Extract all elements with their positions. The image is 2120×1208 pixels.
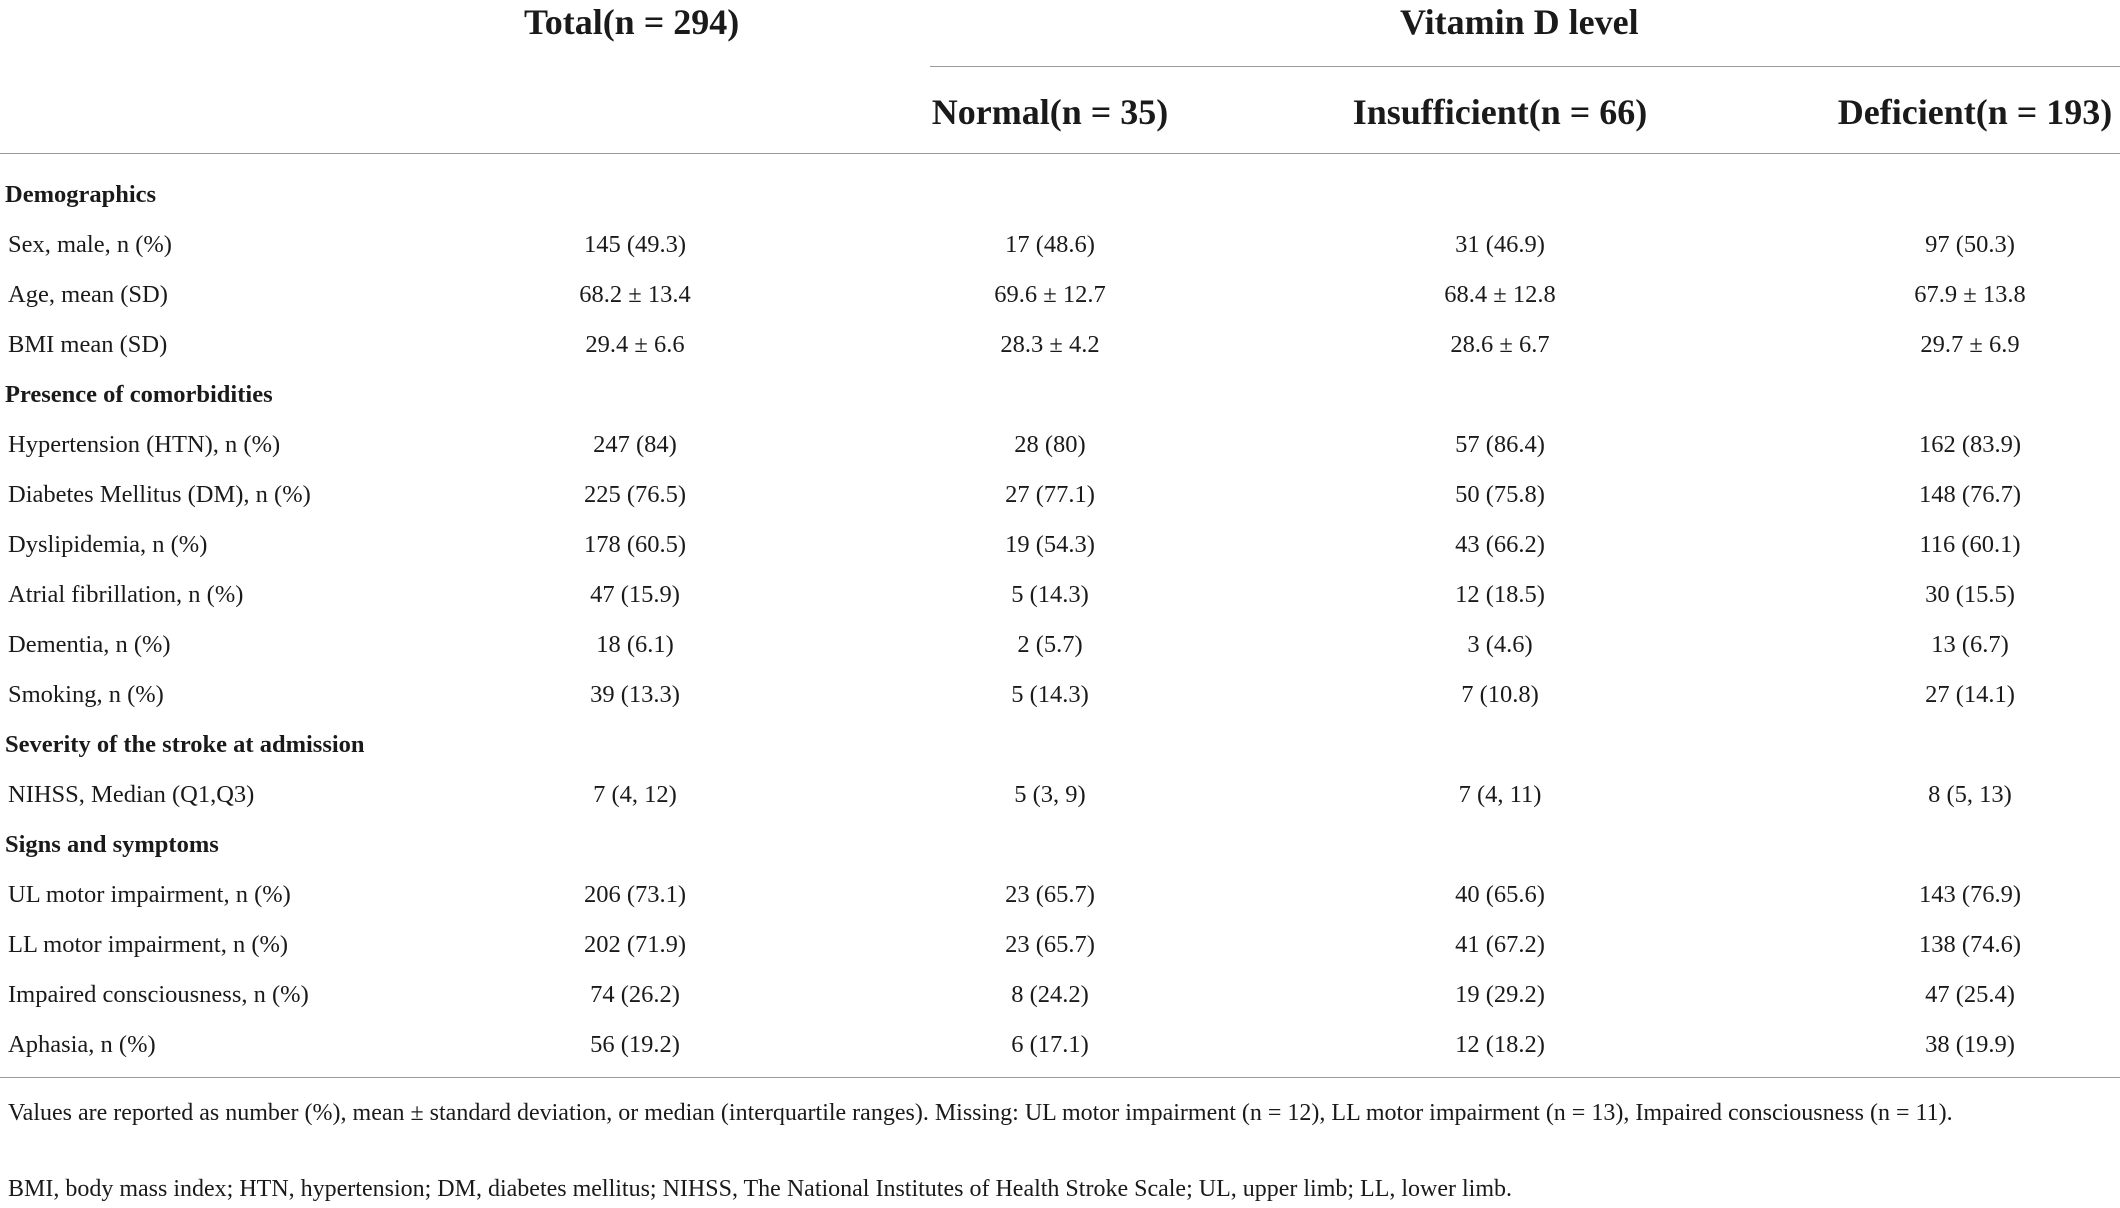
cell-total: 206 (73.1) [583, 881, 687, 908]
cell-deficient: 29.7 ± 6.9 [1920, 331, 2020, 358]
row-label: Sex, male, n (%) [8, 231, 172, 258]
cell-total: 225 (76.5) [583, 481, 687, 508]
cell-total: 18 (6.1) [596, 631, 674, 658]
row-label: Smoking, n (%) [8, 681, 164, 708]
cell-insufficient: 31 (46.9) [1455, 231, 1545, 258]
table-row [0, 770, 2120, 820]
table-row [0, 270, 2120, 320]
cell-deficient: 148 (76.7) [1918, 481, 2022, 508]
section-header-row [0, 820, 2120, 870]
cell-deficient: 67.9 ± 13.8 [1914, 281, 2026, 308]
cell-normal: 8 (24.2) [1011, 981, 1089, 1008]
row-label: Age, mean (SD) [8, 281, 168, 308]
cell-deficient: 38 (19.9) [1925, 1031, 2015, 1058]
cell-insufficient: 12 (18.5) [1455, 581, 1545, 608]
cell-normal: 69.6 ± 12.7 [994, 281, 1106, 308]
table-row [0, 620, 2120, 670]
cell-insufficient: 68.4 ± 12.8 [1444, 281, 1556, 308]
cell-total: 145 (49.3) [583, 231, 687, 258]
cell-deficient: 47 (25.4) [1925, 981, 2015, 1008]
cell-total: 202 (71.9) [583, 931, 687, 958]
cell-insufficient: 57 (86.4) [1455, 431, 1545, 458]
row-label: Hypertension (HTN), n (%) [8, 431, 281, 458]
cell-normal: 27 (77.1) [1005, 481, 1095, 508]
cell-insufficient: 3 (4.6) [1467, 631, 1533, 658]
header-total: Total(n = 294) [524, 2, 740, 42]
cell-deficient: 13 (6.7) [1931, 631, 2009, 658]
header-vitamin-d-level: Vitamin D level [1400, 2, 1639, 42]
cell-deficient: 138 (74.6) [1918, 931, 2022, 958]
row-label: Diabetes Mellitus (DM), n (%) [8, 481, 311, 508]
table-row [0, 870, 2120, 920]
cell-total: 74 (26.2) [590, 981, 680, 1008]
cell-insufficient: 7 (10.8) [1461, 681, 1539, 708]
row-label: NIHSS, Median (Q1,Q3) [8, 781, 255, 808]
header-deficient: Deficient(n = 193) [1837, 92, 2113, 132]
cell-deficient: 30 (15.5) [1925, 581, 2015, 608]
row-label: Demographics [5, 181, 157, 208]
cell-normal: 23 (65.7) [1005, 881, 1095, 908]
cell-deficient: 143 (76.9) [1918, 881, 2022, 908]
table-row [0, 420, 2120, 470]
cell-insufficient: 12 (18.2) [1455, 1031, 1545, 1058]
table-body [0, 170, 2120, 1070]
row-label: Severity of the stroke at admission [5, 731, 365, 758]
header-insufficient: Insufficient(n = 66) [1352, 92, 1648, 132]
table-row [0, 570, 2120, 620]
table-row [0, 1020, 2120, 1070]
cell-deficient: 162 (83.9) [1918, 431, 2022, 458]
cell-normal: 2 (5.7) [1017, 631, 1083, 658]
cell-insufficient: 28.6 ± 6.7 [1450, 331, 1550, 358]
cell-total: 7 (4, 12) [593, 781, 677, 808]
row-label: Dementia, n (%) [8, 631, 171, 658]
row-label: BMI mean (SD) [8, 331, 168, 358]
row-label: Dyslipidemia, n (%) [8, 531, 208, 558]
table-row [0, 470, 2120, 520]
section-header-row [0, 170, 2120, 220]
cell-total: 47 (15.9) [590, 581, 680, 608]
footnote-values: Values are reported as number (%), mean ± standard deviation, or median (interquartile ranges). Missing: UL motor impairment (n = 12), LL motor impairment (n = 13), Impaired consciousness (n = 11). [8, 1100, 1953, 1126]
cell-deficient: 97 (50.3) [1925, 231, 2015, 258]
row-label: Atrial fibrillation, n (%) [8, 581, 244, 608]
cell-normal: 5 (14.3) [1011, 581, 1089, 608]
cell-normal: 5 (14.3) [1011, 681, 1089, 708]
cell-insufficient: 41 (67.2) [1455, 931, 1545, 958]
row-label: Signs and symptoms [5, 831, 219, 858]
cell-total: 56 (19.2) [590, 1031, 680, 1058]
cell-normal: 17 (48.6) [1005, 231, 1095, 258]
cell-normal: 19 (54.3) [1005, 531, 1095, 558]
cell-total: 247 (84) [593, 431, 677, 458]
cell-deficient: 27 (14.1) [1925, 681, 2015, 708]
cell-deficient: 8 (5, 13) [1928, 781, 2012, 808]
cell-deficient: 116 (60.1) [1919, 531, 2021, 558]
section-header-row [0, 720, 2120, 770]
table-row [0, 970, 2120, 1020]
cell-insufficient: 19 (29.2) [1455, 981, 1545, 1008]
cell-insufficient: 50 (75.8) [1455, 481, 1545, 508]
cell-insufficient: 7 (4, 11) [1458, 781, 1542, 808]
cell-normal: 23 (65.7) [1005, 931, 1095, 958]
table-row [0, 670, 2120, 720]
cell-insufficient: 43 (66.2) [1455, 531, 1545, 558]
cell-normal: 5 (3, 9) [1014, 781, 1086, 808]
row-label: LL motor impairment, n (%) [8, 931, 289, 958]
header-normal: Normal(n = 35) [931, 92, 1169, 132]
cell-total: 68.2 ± 13.4 [579, 281, 691, 308]
table-row [0, 920, 2120, 970]
row-label: UL motor impairment, n (%) [8, 881, 291, 908]
footnote-abbreviations: BMI, body mass index; HTN, hypertension; DM, diabetes mellitus; NIHSS, The National Institutes of Health Stroke Scale; UL, upper limb; LL, lower limb. [8, 1176, 1513, 1202]
cell-total: 39 (13.3) [590, 681, 680, 708]
header-rule [0, 153, 2120, 154]
cell-normal: 28 (80) [1014, 431, 1086, 458]
row-label: Presence of comorbidities [5, 381, 273, 408]
cell-normal: 6 (17.1) [1011, 1031, 1089, 1058]
footer-rule [0, 1077, 2120, 1078]
table-row [0, 220, 2120, 270]
table-row [0, 520, 2120, 570]
vitamin-d-spanner-rule [930, 66, 2120, 67]
cell-normal: 28.3 ± 4.2 [1000, 331, 1100, 358]
row-label: Aphasia, n (%) [8, 1031, 156, 1058]
cell-total: 178 (60.5) [583, 531, 687, 558]
cell-insufficient: 40 (65.6) [1455, 881, 1545, 908]
table-row [0, 320, 2120, 370]
cell-total: 29.4 ± 6.6 [585, 331, 685, 358]
section-header-row [0, 370, 2120, 420]
row-label: Impaired consciousness, n (%) [8, 981, 309, 1008]
